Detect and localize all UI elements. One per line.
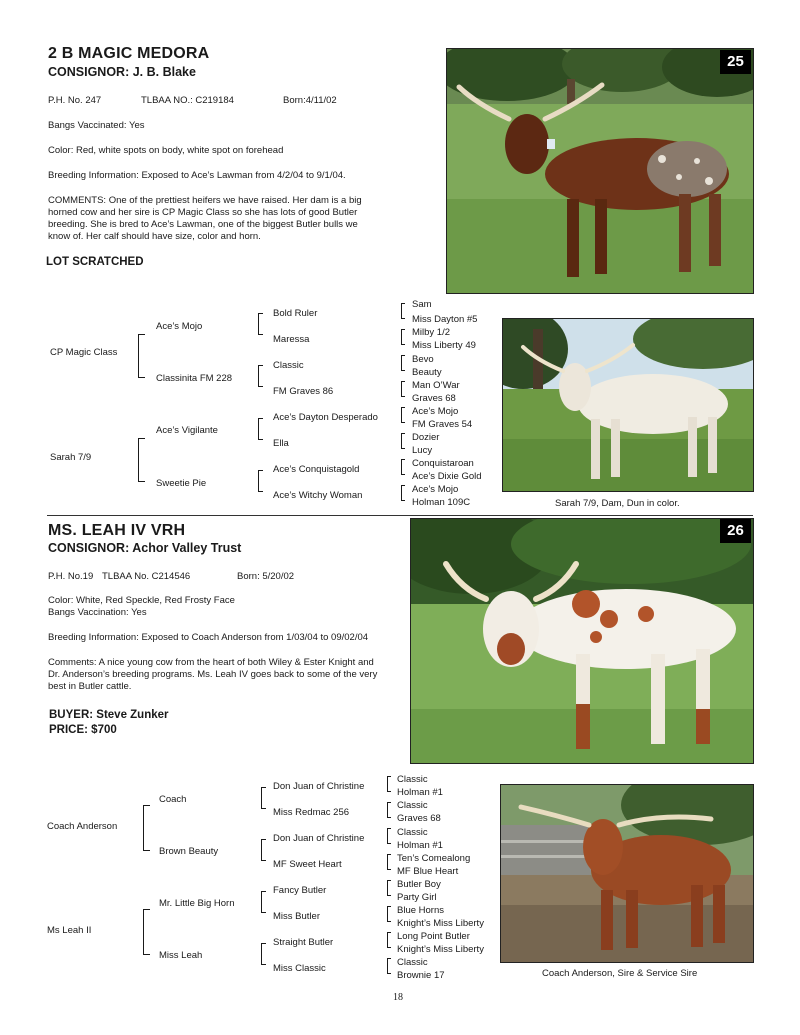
lot26-tlbaa-no: TLBAA No. C214546 [102, 571, 191, 582]
pedigree-gen2: Mr. Little Big Horn [159, 898, 235, 909]
pedigree-bracket [258, 365, 263, 387]
pedigree-gen3: Ella [273, 438, 289, 449]
lot26-sire-photo [500, 784, 754, 963]
pedigree-gen1: CP Magic Class [50, 347, 118, 358]
pedigree-gen4: Holman 109C [412, 497, 471, 508]
pedigree-gen4: Miss Dayton #5 [412, 314, 478, 325]
pedigree-gen2: Classinita FM 228 [156, 373, 233, 384]
pedigree-bracket [401, 329, 405, 345]
section-divider [47, 515, 753, 516]
pedigree-bracket [387, 776, 391, 792]
pedigree-bracket [401, 485, 405, 501]
lot25-tlbaa-no: TLBAA NO.: C219184 [141, 95, 234, 106]
lot26-number-badge: 26 [720, 519, 751, 543]
pedigree-gen4: Milby 1/2 [412, 327, 451, 338]
pedigree-bracket [258, 470, 263, 492]
lot25-comments: COMMENTS: One of the prettiest heifers we have raised. Her dam is a big horned cow and her sire is CP Magic Class so she has lots of good Butler breeding. She is bred to Ace’s Lawman, one of the biggest Butler bulls we know of. Her calf should have size, color and horn. [48, 195, 362, 242]
lot26-sire-caption: Coach Anderson, Sire & Service Sire [542, 968, 698, 979]
pedigree-gen3: Bold Ruler [273, 308, 318, 319]
pedigree-gen3: Maressa [273, 334, 310, 345]
pedigree-bracket [261, 891, 266, 913]
pedigree-gen3: Fancy Butler [273, 885, 327, 896]
pedigree-bracket [138, 334, 145, 378]
pedigree-bracket [401, 459, 405, 475]
pedigree-gen3: Ace’s Conquistagold [273, 464, 360, 475]
pedigree-bracket [261, 787, 266, 809]
lot25-bangs: Bangs Vaccinated: Yes [48, 120, 145, 131]
lot25-born: Born:4/11/02 [283, 95, 337, 106]
pedigree-gen2: Sweetie Pie [156, 478, 207, 489]
pedigree-bracket [387, 828, 391, 844]
pedigree-gen3: MF Sweet Heart [273, 859, 342, 870]
lot25-number-badge: 25 [720, 50, 751, 74]
lot26-ph-no: P.H. No.19 [48, 571, 94, 582]
pedigree-gen3: Ace’s Witchy Woman [273, 490, 363, 501]
pedigree-gen4: FM Graves 54 [412, 419, 473, 430]
pedigree-gen3: Miss Redmac 256 [273, 807, 350, 818]
pedigree-gen4: Sam [412, 299, 432, 310]
pedigree-gen3: Straight Butler [273, 937, 334, 948]
pedigree-gen2: Miss Leah [159, 950, 203, 961]
pedigree-gen2: Ace’s Mojo [156, 321, 203, 332]
lot26-color: Color: White, Red Speckle, Red Frosty Face [48, 595, 235, 606]
pedigree-bracket [143, 909, 150, 955]
lot26-name: MS. LEAH IV VRH [48, 522, 186, 539]
pedigree-gen4: Ten’s Comealong [397, 853, 471, 864]
pedigree-gen4: Graves 68 [397, 813, 441, 824]
pedigree-gen4: Dozier [412, 432, 440, 443]
pedigree-gen4: Knight’s Miss Liberty [397, 944, 484, 955]
pedigree-bracket [387, 880, 391, 896]
pedigree-bracket [401, 303, 405, 319]
lot26-price: PRICE: $700 [49, 724, 117, 736]
pedigree-bracket [401, 381, 405, 397]
pedigree-gen3: FM Graves 86 [273, 386, 334, 397]
pedigree-gen2: Ace’s Vigilante [156, 425, 218, 436]
pedigree-gen1: Sarah 7/9 [50, 452, 92, 463]
pedigree-gen4: Brownie 17 [397, 970, 445, 981]
lot25-status: LOT SCRATCHED [46, 256, 144, 268]
pedigree-bracket [401, 407, 405, 423]
lot26-bangs: Bangs Vaccination: Yes [48, 607, 147, 618]
pedigree-gen1: Coach Anderson [47, 821, 118, 832]
pedigree-bracket [138, 438, 145, 482]
lot25-ph-no: P.H. No. 247 [48, 95, 102, 106]
pedigree-bracket [387, 802, 391, 818]
pedigree-gen3: Don Juan of Christine [273, 833, 365, 844]
pedigree-bracket [258, 418, 263, 440]
pedigree-gen4: Party Girl [397, 892, 437, 903]
pedigree-bracket [387, 854, 391, 870]
pedigree-gen4: Ace’s Dixie Gold [412, 471, 482, 482]
pedigree-gen4: Classic [397, 957, 428, 968]
pedigree-gen4: Classic [397, 800, 428, 811]
pedigree-gen4: Long Point Butler [397, 931, 470, 942]
pedigree-gen4: Conquistaroan [412, 458, 474, 469]
pedigree-gen4: Graves 68 [412, 393, 456, 404]
pedigree-bracket [401, 433, 405, 449]
pedigree-bracket [401, 355, 405, 371]
lot26-buyer: BUYER: Steve Zunker [49, 709, 169, 721]
lot25-consignor: CONSIGNOR: J. B. Blake [48, 65, 196, 79]
lot26-breeding: Breeding Information: Exposed to Coach Anderson from 1/03/04 to 09/02/04 [48, 632, 369, 643]
pedigree-gen4: Classic [397, 774, 428, 785]
pedigree-bracket [387, 932, 391, 948]
lot25-heifer-photo [446, 48, 754, 294]
pedigree-gen3: Don Juan of Christine [273, 781, 365, 792]
pedigree-bracket [387, 958, 391, 974]
lot26-consignor: CONSIGNOR: Achor Valley Trust [48, 541, 242, 555]
pedigree-gen2: Brown Beauty [159, 846, 219, 857]
pedigree-gen4: Ace’s Mojo [412, 406, 459, 417]
pedigree-gen4: Knight’s Miss Liberty [397, 918, 484, 929]
pedigree-gen4: Man O’War [412, 380, 460, 391]
pedigree-gen4: Holman #1 [397, 840, 443, 851]
pedigree-gen4: Miss Liberty 49 [412, 340, 476, 351]
lot25-breeding: Breeding Information: Exposed to Ace’s Lawman from 4/2/04 to 9/1/04. [48, 170, 346, 181]
lot25-dam-caption: Sarah 7/9, Dam, Dun in color. [555, 498, 680, 509]
pedigree-gen3: Miss Butler [273, 911, 320, 922]
pedigree-gen4: Butler Boy [397, 879, 441, 890]
pedigree-gen4: Classic [397, 827, 428, 838]
pedigree-bracket [143, 805, 150, 851]
pedigree-gen4: Ace’s Mojo [412, 484, 459, 495]
pedigree-gen4: Lucy [412, 445, 433, 456]
pedigree-bracket [387, 906, 391, 922]
pedigree-gen4: MF Blue Heart [397, 866, 459, 877]
pedigree-gen1: Ms Leah II [47, 925, 92, 936]
pedigree-gen2: Coach [159, 794, 187, 805]
lot26-cow-photo [410, 518, 754, 764]
pedigree-gen3: Miss Classic [273, 963, 326, 974]
lot26-born: Born: 5/20/02 [237, 571, 295, 582]
pedigree-gen3: Classic [273, 360, 304, 371]
lot25-name: 2 B MAGIC MEDORA [48, 45, 210, 62]
pedigree-bracket [261, 839, 266, 861]
lot26-comments: Comments: A nice young cow from the heart of both Wiley & Ester Knight and Dr. Anderson’s breeding programs. Ms. Leah IV goes back to some of the very best in Butler cattle. [48, 657, 378, 692]
pedigree-gen3: Ace’s Dayton Desperado [273, 412, 378, 423]
lot25-dam-photo [502, 318, 754, 492]
lot25-color: Color: Red, white spots on body, white spot on forehead [48, 145, 284, 156]
pedigree-gen4: Bevo [412, 354, 434, 365]
pedigree-gen4: Holman #1 [397, 787, 443, 798]
page-number: 18 [393, 992, 403, 1003]
pedigree-bracket [261, 943, 266, 965]
pedigree-gen4: Beauty [412, 367, 442, 378]
pedigree-gen4: Blue Horns [397, 905, 444, 916]
pedigree-bracket [258, 313, 263, 335]
